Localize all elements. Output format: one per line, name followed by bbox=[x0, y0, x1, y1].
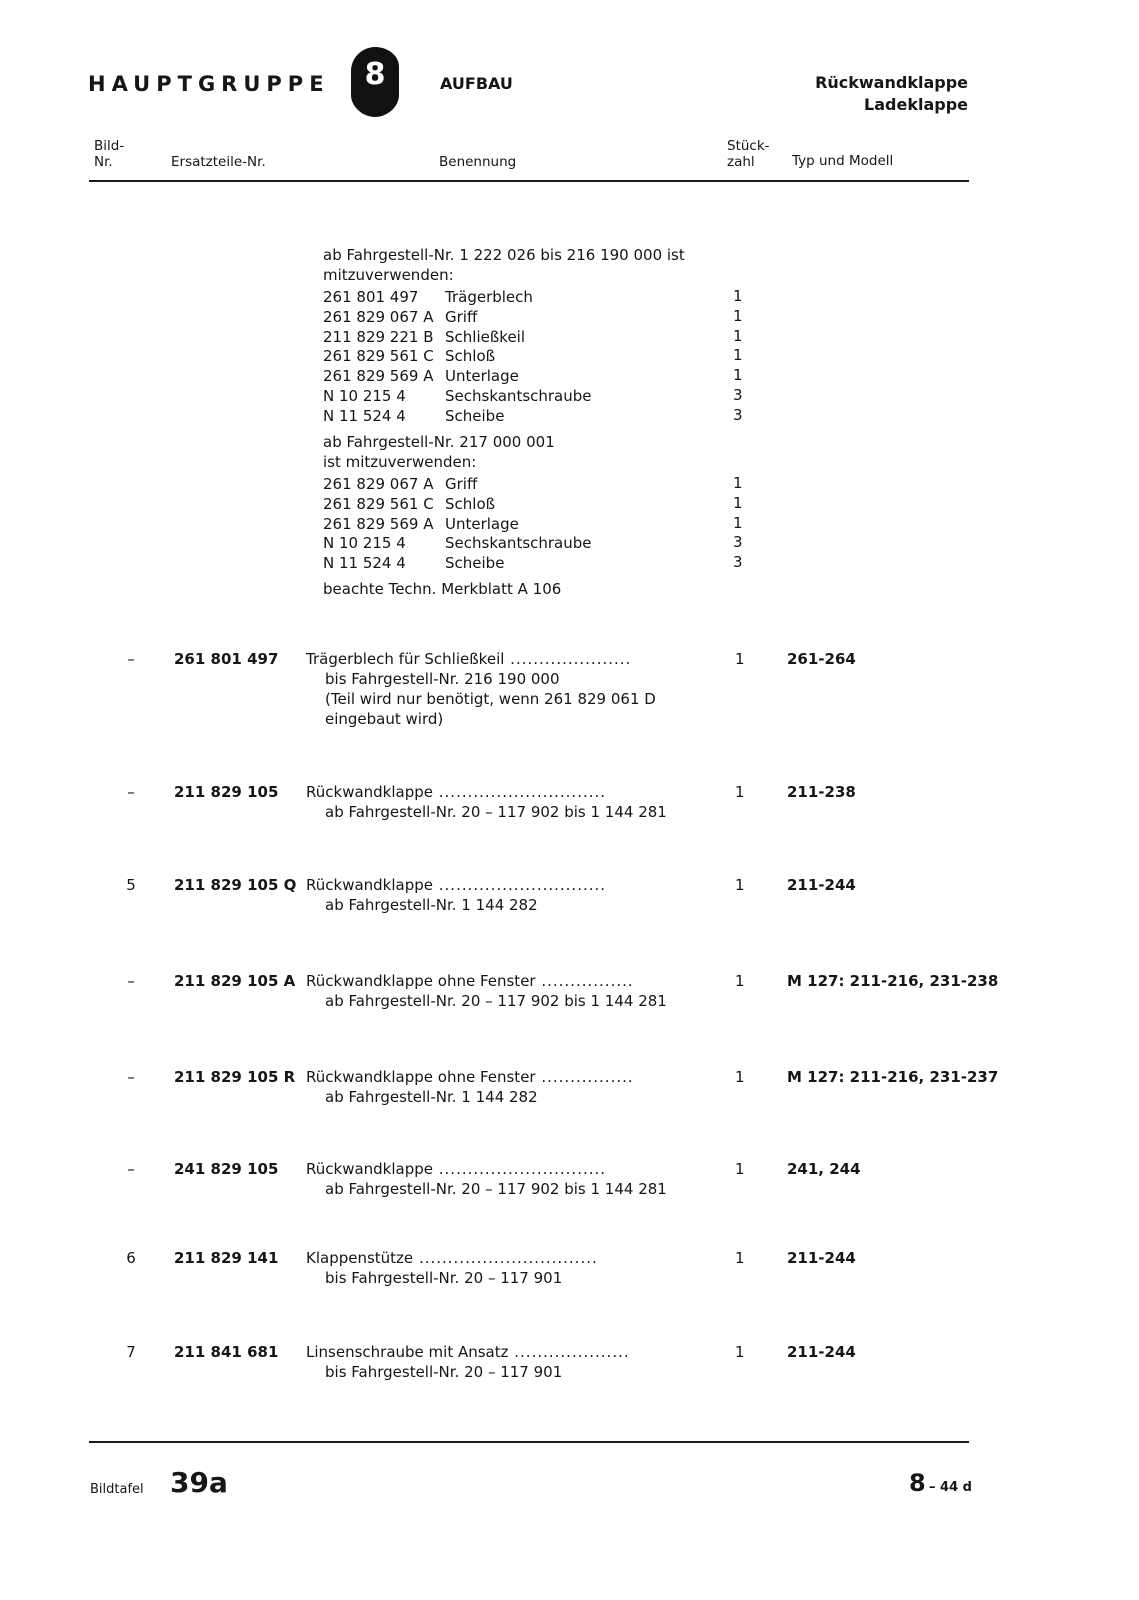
part-qty: 1 bbox=[735, 972, 745, 990]
kit-item-name: Trägerblech bbox=[445, 288, 533, 306]
part-bild-no: 6 bbox=[126, 1249, 136, 1267]
part-name: Linsenschraube mit Ansatz bbox=[306, 1343, 509, 1361]
part-type-model: 211-238 bbox=[787, 783, 856, 801]
kit-item-part-no: 211 829 221 B bbox=[323, 327, 434, 346]
kit-item-qty: 1 bbox=[733, 346, 743, 365]
part-number: 211 829 105 R bbox=[174, 1068, 296, 1086]
part-name: Rückwandklappe bbox=[306, 783, 433, 801]
col-name-header: Benennung bbox=[439, 154, 517, 170]
plate-number: 39a bbox=[170, 1466, 228, 1499]
kit-item-qty: 1 bbox=[733, 493, 743, 512]
part-type-model: M 127: 211-216, 231-238 bbox=[787, 972, 999, 990]
kit-item-part-no: N 10 215 4 bbox=[323, 387, 406, 405]
part-qty: 1 bbox=[735, 1068, 745, 1086]
leader-dots: ............................. bbox=[433, 1160, 607, 1178]
part-sub-line: bis Fahrgestell-Nr. 20 – 117 901 bbox=[325, 1363, 563, 1381]
part-number: 211 841 681 bbox=[174, 1343, 279, 1361]
part-qty: 1 bbox=[735, 650, 745, 668]
header-rule bbox=[89, 180, 969, 182]
kit-item-part-no: N 10 215 4 bbox=[323, 534, 406, 553]
kit-item-part-no: N 11 524 4 bbox=[323, 554, 406, 573]
kit-item-name: Schließkeil bbox=[445, 327, 526, 346]
part-sub-lines bbox=[325, 991, 667, 1011]
section-label: AUFBAU bbox=[440, 74, 513, 93]
leader-dots: ................ bbox=[535, 1068, 634, 1086]
kit-item-part-no: 261 829 067 A bbox=[323, 307, 434, 326]
kit-item-part-no: N 11 524 4 bbox=[323, 406, 406, 425]
part-bild-no: – bbox=[127, 650, 135, 668]
part-number: 211 829 105 A bbox=[174, 972, 296, 990]
kit-item-name: Sechskantschraube bbox=[445, 534, 592, 553]
part-description bbox=[306, 972, 634, 990]
part-name: Rückwandklappe ohne Fenster bbox=[306, 1068, 536, 1086]
page-number-suffix: – 44 d bbox=[929, 1480, 972, 1495]
kit-item-qty: 3 bbox=[733, 533, 743, 552]
kit-note-1 bbox=[323, 245, 685, 285]
part-number: 241 829 105 bbox=[174, 1160, 279, 1178]
part-name: Trägerblech für Schließkeil bbox=[306, 650, 505, 668]
kit-item-part-no: 261 829 561 C bbox=[323, 494, 434, 513]
col-qty-line2: zahl bbox=[727, 154, 755, 170]
part-sub-lines bbox=[325, 1179, 667, 1199]
kit-note-1-line1: ab Fahrgestell-Nr. 1 222 026 bis 216 190 000 ist bbox=[323, 246, 685, 264]
kit-item-qty: 1 bbox=[733, 326, 743, 345]
part-description bbox=[306, 1249, 598, 1267]
kit-item-qty: 3 bbox=[733, 405, 743, 424]
plate-label: Bildtafel bbox=[90, 1482, 144, 1497]
kit-item-qty: 3 bbox=[733, 386, 743, 404]
group-number: 8 bbox=[364, 57, 386, 92]
kit-item-qty: 1 bbox=[733, 287, 743, 305]
part-number: 211 829 105 Q bbox=[174, 876, 297, 894]
leader-dots: ............................. bbox=[433, 876, 607, 894]
part-name: Rückwandklappe bbox=[306, 1160, 433, 1178]
col-bild-line2: Nr. bbox=[94, 154, 113, 170]
part-bild-no: 5 bbox=[126, 876, 136, 894]
part-sub-lines bbox=[325, 669, 656, 729]
part-type-model: 211-244 bbox=[787, 1249, 856, 1267]
kit-item-name: Scheibe bbox=[445, 554, 505, 573]
kit-item-qty: 1 bbox=[733, 306, 743, 325]
part-qty: 1 bbox=[735, 783, 745, 801]
part-number: 261 801 497 bbox=[174, 650, 279, 668]
kit-item-name: Scheibe bbox=[445, 406, 505, 425]
col-qty-line1: Stück- bbox=[727, 138, 770, 154]
col-qty-header bbox=[727, 138, 770, 170]
part-sub-line: (Teil wird nur benötigt, wenn 261 829 061 D bbox=[325, 690, 656, 708]
part-description bbox=[306, 876, 606, 894]
part-sub-line: bis Fahrgestell-Nr. 216 190 000 bbox=[325, 670, 560, 688]
kit-item-part-no: 261 829 561 C bbox=[323, 347, 434, 366]
kit-item-name: Griff bbox=[445, 307, 478, 326]
part-type-model: 211-244 bbox=[787, 876, 856, 894]
group-number-badge bbox=[351, 47, 399, 117]
part-sub-lines bbox=[325, 1268, 562, 1288]
kit-item-part-no: 261 829 569 A bbox=[323, 367, 434, 386]
kit-note-2 bbox=[323, 432, 555, 472]
part-description bbox=[306, 1160, 606, 1178]
leader-dots: ..................... bbox=[504, 650, 632, 668]
kit-item-name: Griff bbox=[445, 475, 478, 493]
part-qty: 1 bbox=[735, 1249, 745, 1267]
part-type-model: 261-264 bbox=[787, 650, 856, 668]
page-title-line2: Ladeklappe bbox=[864, 95, 968, 114]
part-sub-lines bbox=[325, 895, 538, 915]
part-name: Rückwandklappe ohne Fenster bbox=[306, 972, 536, 990]
kit-note-2-line1: ab Fahrgestell-Nr. 217 000 001 bbox=[323, 433, 555, 451]
part-sub-line: ab Fahrgestell-Nr. 20 – 117 902 bis 1 144 281 bbox=[325, 1180, 667, 1198]
part-sub-line: ab Fahrgestell-Nr. 20 – 117 902 bis 1 144 281 bbox=[325, 803, 667, 821]
part-number: 211 829 105 bbox=[174, 783, 279, 801]
leader-dots: ............................. bbox=[433, 783, 607, 801]
part-sub-line: ab Fahrgestell-Nr. 1 144 282 bbox=[325, 896, 538, 914]
kit-item-name: Unterlage bbox=[445, 514, 519, 533]
part-type-model: 241, 244 bbox=[787, 1160, 861, 1178]
part-qty: 1 bbox=[735, 876, 745, 894]
part-description bbox=[306, 783, 606, 801]
kit-item-qty: 1 bbox=[733, 474, 743, 492]
kit-item-name: Unterlage bbox=[445, 367, 519, 386]
part-qty: 1 bbox=[735, 1160, 745, 1178]
kit-note-1-line2: mitzuverwenden: bbox=[323, 266, 454, 284]
part-bild-no: 7 bbox=[126, 1343, 136, 1361]
kit-note-2-line2: ist mitzuverwenden: bbox=[323, 453, 477, 471]
part-description bbox=[306, 650, 631, 668]
kit-item-part-no: 261 829 067 A bbox=[323, 475, 434, 493]
part-description bbox=[306, 1343, 630, 1361]
kit-note-3: beachte Techn. Merkblatt A 106 bbox=[323, 580, 562, 598]
part-type-model: 211-244 bbox=[787, 1343, 856, 1361]
col-bild-header bbox=[94, 138, 124, 170]
part-sub-lines bbox=[325, 1087, 538, 1107]
part-bild-no: – bbox=[127, 1068, 135, 1086]
part-sub-lines bbox=[325, 1362, 562, 1382]
kit-item-name: Schloß bbox=[445, 494, 496, 513]
part-sub-line: ab Fahrgestell-Nr. 20 – 117 902 bis 1 144 281 bbox=[325, 992, 667, 1010]
part-sub-line: eingebaut wird) bbox=[325, 710, 444, 728]
part-sub-line: bis Fahrgestell-Nr. 20 – 117 901 bbox=[325, 1269, 563, 1287]
kit-item-qty: 1 bbox=[733, 366, 743, 385]
part-description bbox=[306, 1068, 634, 1086]
part-bild-no: – bbox=[127, 783, 135, 801]
part-bild-no: – bbox=[127, 1160, 135, 1178]
part-type-model: M 127: 211-216, 231-237 bbox=[787, 1068, 999, 1086]
group-label: HAUPTGRUPPE bbox=[88, 72, 330, 96]
page-title-line1: Rückwandklappe bbox=[815, 73, 968, 92]
kit-item-name: Schloß bbox=[445, 347, 496, 366]
kit-item-part-no: 261 801 497 bbox=[323, 288, 419, 306]
part-sub-line: ab Fahrgestell-Nr. 1 144 282 bbox=[325, 1088, 538, 1106]
kit-item-qty: 1 bbox=[733, 513, 743, 532]
leader-dots: ............................... bbox=[413, 1249, 598, 1267]
footer-rule bbox=[89, 1441, 969, 1443]
part-qty: 1 bbox=[735, 1343, 745, 1361]
part-sub-lines bbox=[325, 802, 667, 822]
part-bild-no: – bbox=[127, 972, 135, 990]
col-part-header: Ersatzteile-Nr. bbox=[171, 154, 266, 170]
leader-dots: ................ bbox=[535, 972, 634, 990]
col-bild-line1: Bild- bbox=[94, 138, 125, 154]
kit-item-name: Sechskantschraube bbox=[445, 387, 592, 405]
part-name: Rückwandklappe bbox=[306, 876, 433, 894]
kit-item-part-no: 261 829 569 A bbox=[323, 514, 434, 533]
leader-dots: .................... bbox=[508, 1343, 630, 1361]
page-number: 8 bbox=[909, 1469, 926, 1497]
kit-item-qty: 3 bbox=[733, 553, 743, 572]
part-name: Klappenstütze bbox=[306, 1249, 414, 1267]
part-number: 211 829 141 bbox=[174, 1249, 279, 1267]
col-type-header: Typ und Modell bbox=[792, 153, 894, 169]
